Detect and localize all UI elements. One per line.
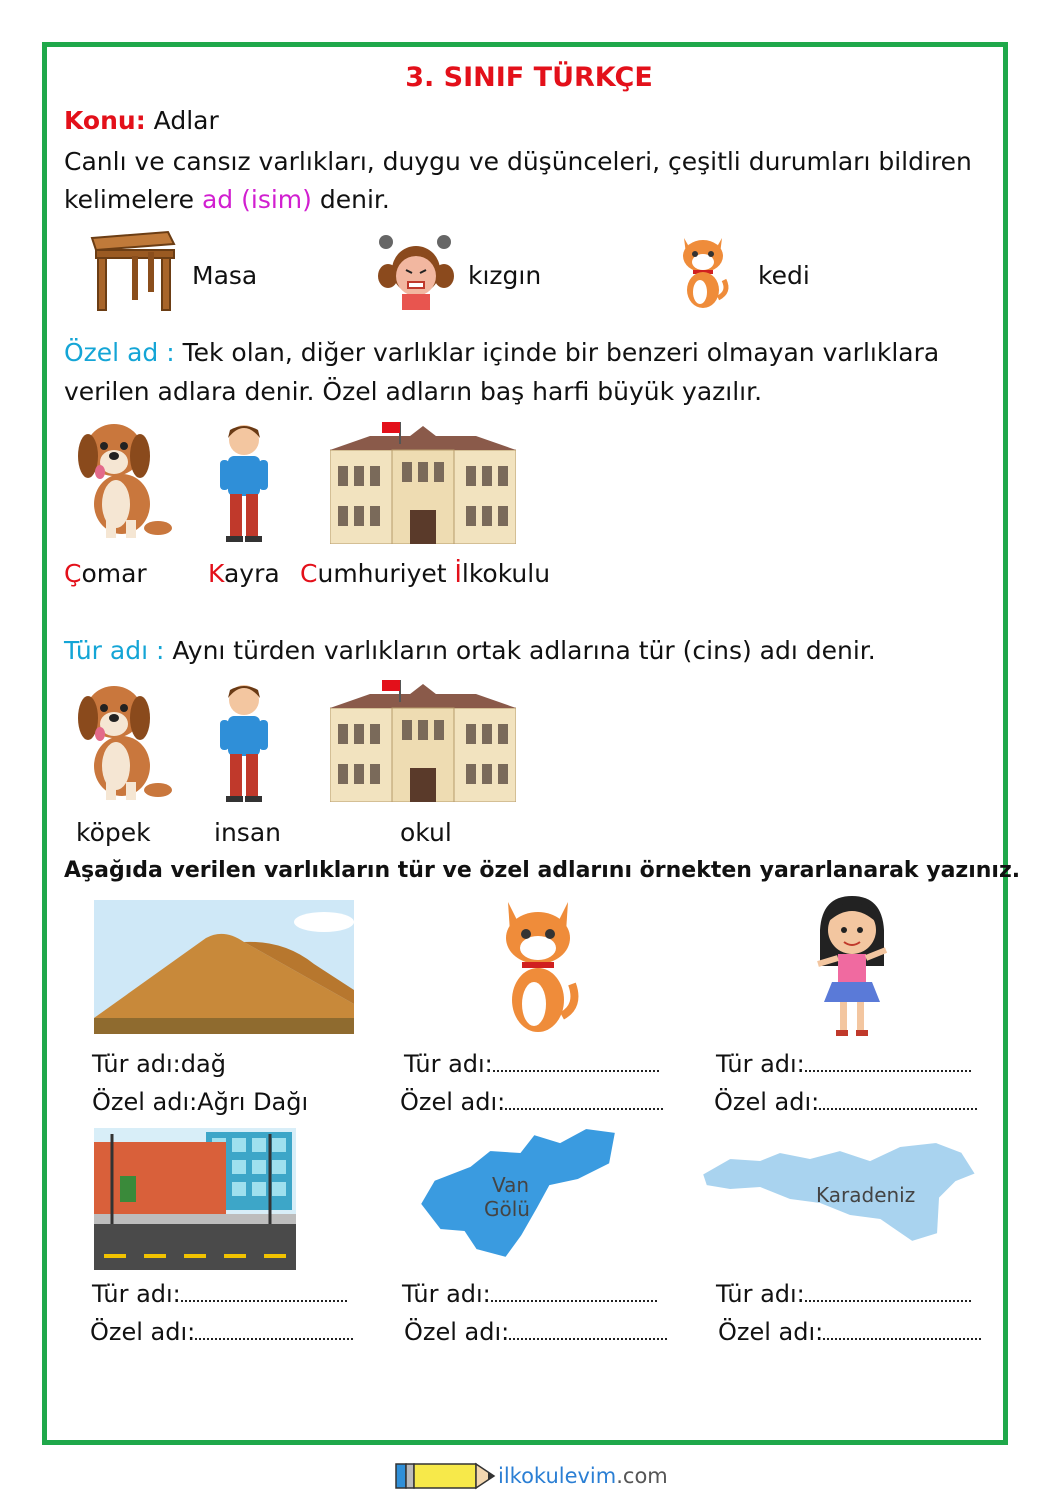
dog-icon — [70, 416, 174, 540]
type-value: dağ — [180, 1050, 226, 1078]
table-icon — [82, 228, 178, 314]
type-field: Tür adı: — [716, 1050, 971, 1078]
common-example: köpek — [76, 818, 151, 847]
proper-field: Özel adı:Ağrı Dağı — [92, 1088, 309, 1116]
answer-blank[interactable] — [505, 1088, 663, 1110]
page-title: 3. SINIF TÜRKÇE — [405, 62, 653, 93]
common-example: okul — [400, 818, 452, 847]
type-field: Tür adı: — [92, 1280, 347, 1308]
dog-icon — [70, 678, 174, 802]
answer-blank[interactable] — [181, 1280, 347, 1302]
definition-line-2 — [64, 185, 390, 214]
sea-map-icon — [700, 1138, 978, 1248]
example-label: kızgın — [468, 261, 542, 290]
cat-icon — [676, 232, 730, 310]
proper-noun-heading: Özel ad : — [64, 338, 175, 367]
answer-blank[interactable] — [823, 1318, 981, 1340]
footer-brand-name: ilkokulevim — [498, 1464, 617, 1488]
topic-line — [64, 106, 219, 135]
map-label: Van — [492, 1173, 530, 1197]
proper-example: Cumhuriyet İlkokulu — [300, 559, 551, 588]
map-label: Gölü — [484, 1197, 530, 1221]
answer-blank[interactable] — [805, 1280, 971, 1302]
mountain-icon — [94, 900, 354, 1034]
answer-blank[interactable] — [819, 1088, 977, 1110]
proper-field: Özel adı: — [400, 1088, 663, 1116]
common-noun-text: Aynı türden varlıkların ortak adlarına tür (cins) adı denir. — [164, 636, 876, 665]
proper-field: Özel adı: — [404, 1318, 667, 1346]
topic-value: Adlar — [153, 106, 219, 135]
type-field: Tür adı: — [402, 1280, 657, 1308]
proper-noun-line-1 — [64, 338, 939, 367]
definition-term: ad (isim) — [201, 185, 312, 214]
answer-blank[interactable] — [491, 1280, 657, 1302]
answer-blank[interactable] — [805, 1050, 971, 1072]
proper-example: Çomar — [64, 559, 147, 588]
answer-blank[interactable] — [493, 1050, 659, 1072]
proper-field: Özel adı: — [714, 1088, 977, 1116]
lake-map-icon — [410, 1124, 622, 1262]
example-label: Masa — [192, 261, 258, 290]
common-noun-line — [64, 636, 876, 665]
angry-girl-icon — [372, 232, 462, 312]
proper-field: Özel adı: — [90, 1318, 353, 1346]
type-field: Tür adı: — [716, 1280, 971, 1308]
map-label: Karadeniz — [816, 1183, 916, 1207]
answer-blank[interactable] — [195, 1318, 353, 1340]
footer-brand-suffix: .com — [616, 1464, 668, 1488]
proper-field: Özel adı: — [718, 1318, 981, 1346]
answer-blank[interactable] — [509, 1318, 667, 1340]
common-noun-heading: Tür adı : — [64, 636, 165, 665]
pencil-icon — [394, 1460, 496, 1492]
topic-label: Konu: — [64, 106, 146, 135]
proper-noun-text: Tek olan, diğer varlıklar içinde bir benzeri olmayan varlıklara — [174, 338, 940, 367]
type-field: Tür adı: — [404, 1050, 659, 1078]
proper-noun-line-2: verilen adlara denir. Özel adların baş harfi büyük yazılır. — [64, 377, 763, 406]
proper-value: Ağrı Dağı — [197, 1088, 309, 1116]
definition-suffix: denir. — [311, 185, 390, 214]
exercise-instruction: Aşağıda verilen varlıkların tür ve özel adlarını örnekten yararlanarak yazınız. — [64, 858, 1021, 883]
girl-icon — [810, 894, 894, 1040]
common-example: insan — [214, 818, 281, 847]
definition-prefix: kelimelere — [64, 185, 202, 214]
definition-line-1: Canlı ve cansız varlıkları, duygu ve düşünceleri, çeşitli durumları bildiren — [64, 147, 972, 176]
example-label: kedi — [758, 261, 810, 290]
cat-icon — [496, 896, 580, 1036]
school-icon — [330, 680, 516, 802]
type-field: Tür adı:dağ — [92, 1050, 226, 1078]
street-icon — [94, 1128, 296, 1270]
boy-icon — [214, 422, 274, 544]
boy-icon — [214, 682, 274, 804]
proper-example: Kayra — [208, 559, 280, 588]
school-icon — [330, 422, 516, 544]
footer-brand[interactable] — [498, 1464, 668, 1488]
